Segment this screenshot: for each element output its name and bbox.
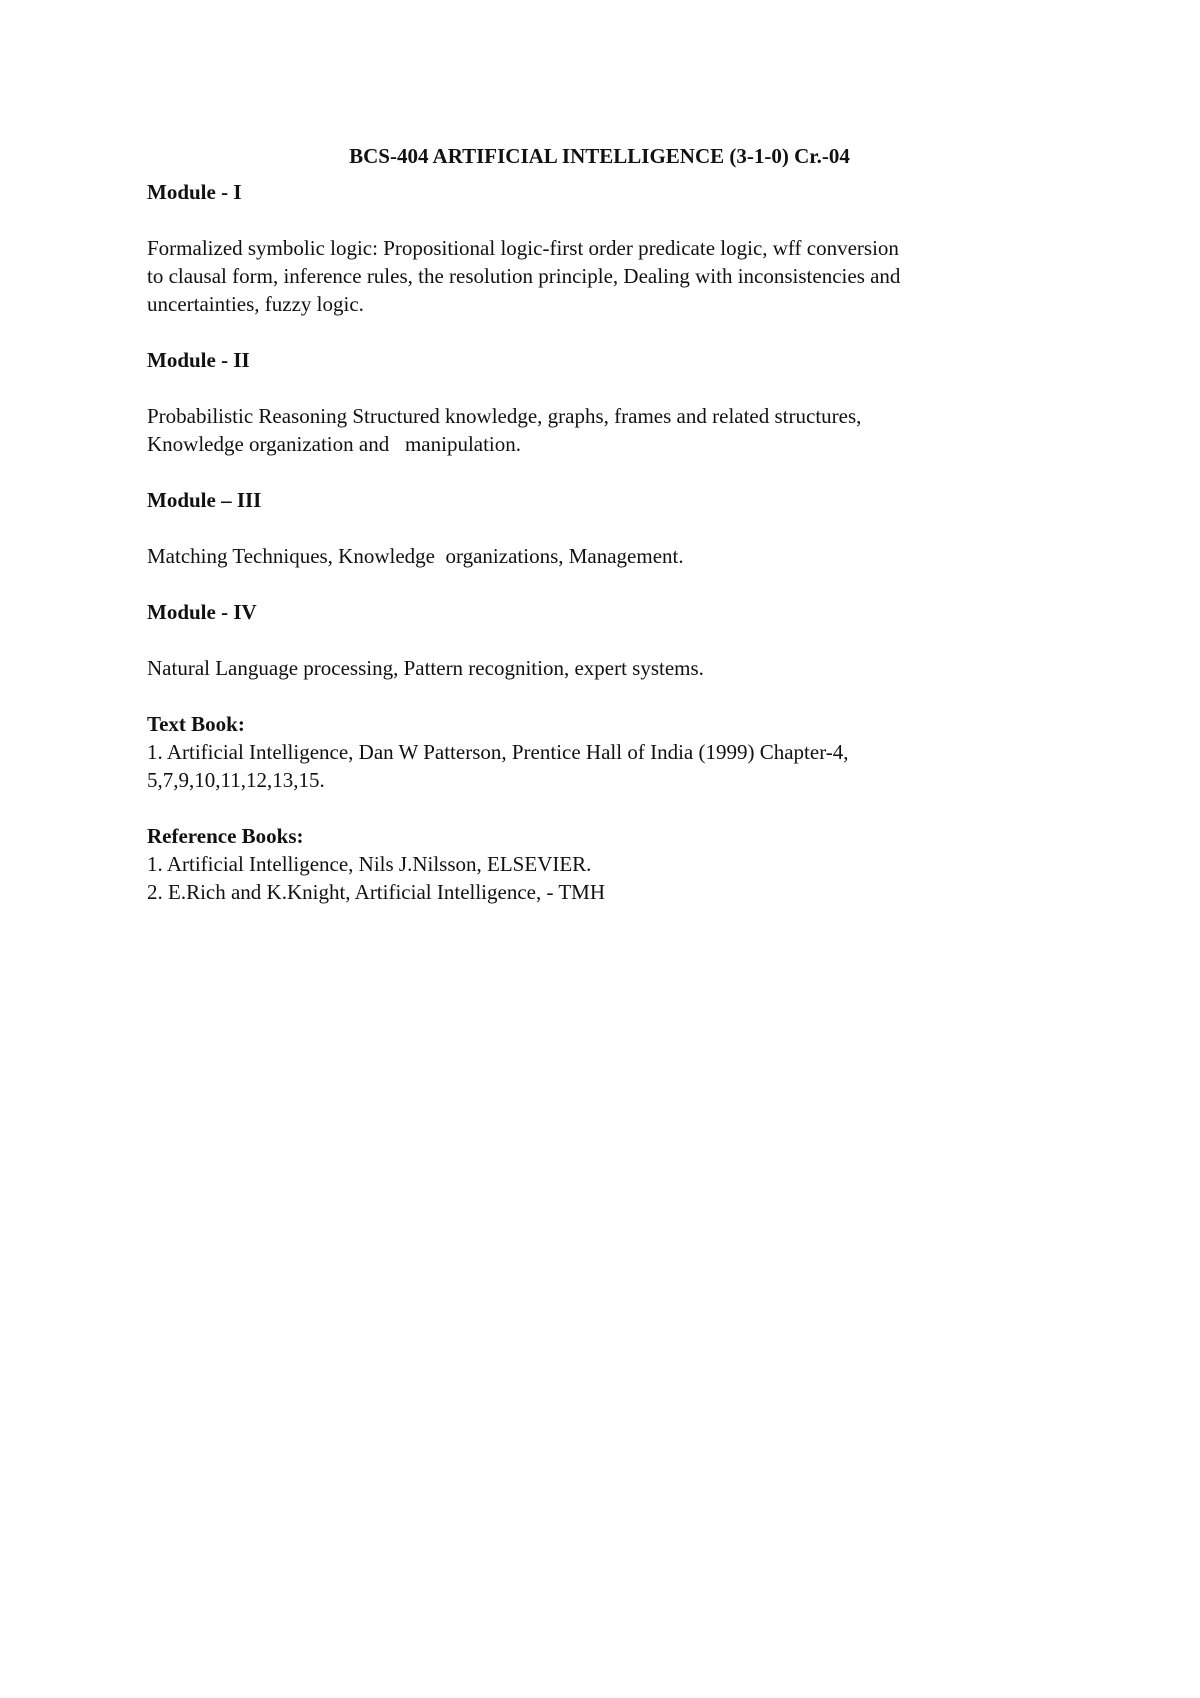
module-4-text-line: Natural Language processing, Pattern recognition, expert systems. <box>147 656 704 680</box>
module-3-heading: Module – III <box>147 488 262 512</box>
text-book-line: 5,7,9,10,11,12,13,15. <box>147 768 325 792</box>
module-2-heading: Module - II <box>147 348 250 372</box>
text-book-heading: Text Book: <box>147 712 245 736</box>
spacer <box>147 514 1047 542</box>
reference-book-line: 2. E.Rich and K.Knight, Artificial Intelligence, - TMH <box>147 880 606 904</box>
spacer <box>147 318 1047 346</box>
module-1-heading: Module - I <box>147 180 242 204</box>
text-book-line: 1. Artificial Intelligence, Dan W Patterson, Prentice Hall of India (1999) Chapter-4, <box>147 740 849 764</box>
reference-book-line: 1. Artificial Intelligence, Nils J.Nilsson, ELSEVIER. <box>147 852 592 876</box>
module-1-text-line: uncertainties, fuzzy logic. <box>147 292 364 316</box>
module-4-heading: Module - IV <box>147 600 257 624</box>
spacer <box>147 570 1047 598</box>
module-2-text-line: Knowledge organization and manipulation. <box>147 432 522 456</box>
reference-books-heading: Reference Books: <box>147 824 304 848</box>
module-2-text-line: Probabilistic Reasoning Structured knowledge, graphs, frames and related structures, <box>147 404 862 428</box>
spacer <box>147 794 1047 822</box>
module-1-text-line: to clausal form, inference rules, the resolution principle, Dealing with inconsistencies and <box>147 264 901 288</box>
spacer <box>147 206 1047 234</box>
spacer <box>147 682 1047 710</box>
module-1-text-line: Formalized symbolic logic: Propositional logic-first order predicate logic, wff conversion <box>147 236 899 260</box>
spacer <box>147 374 1047 402</box>
spacer <box>147 626 1047 654</box>
course-title: BCS-404 ARTIFICIAL INTELLIGENCE (3-1-0) Cr.-04 <box>349 144 850 168</box>
spacer <box>147 458 1047 486</box>
syllabus-content <box>147 142 1047 906</box>
module-3-text-line: Matching Techniques, Knowledge organizations, Management. <box>147 544 684 568</box>
